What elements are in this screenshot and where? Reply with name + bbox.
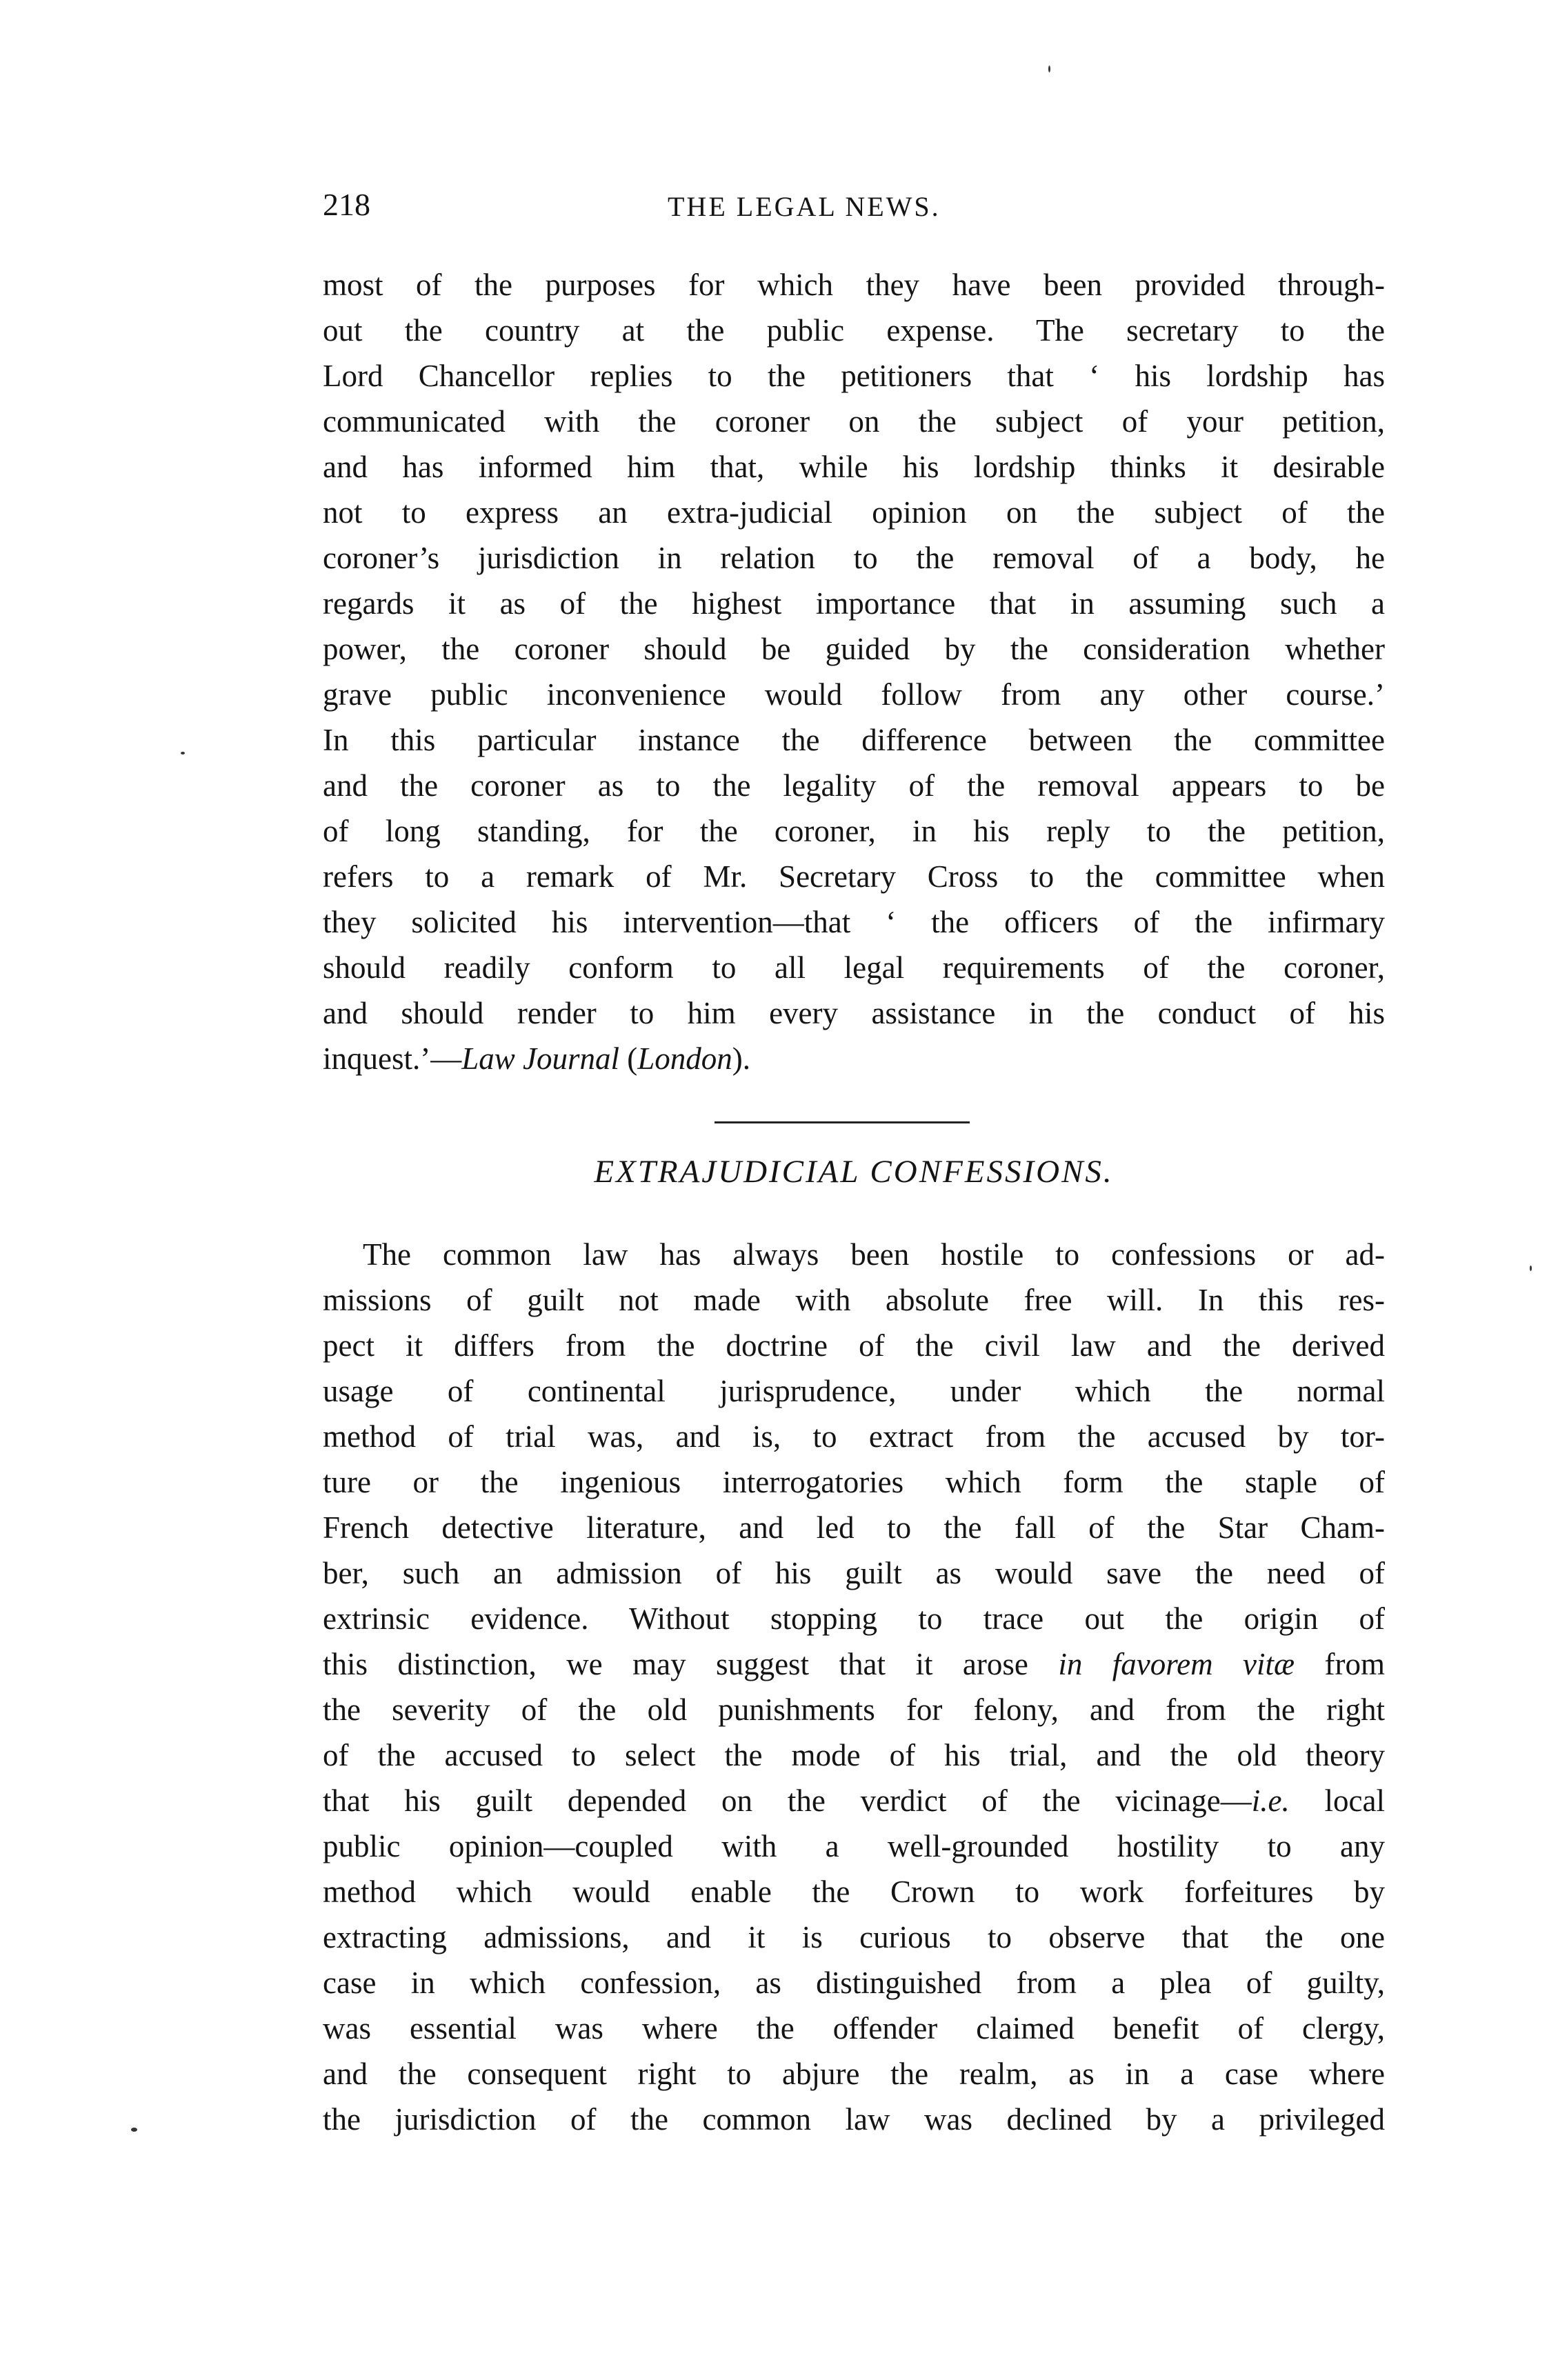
text-line <box>323 1641 1385 1687</box>
citation-line <box>323 1036 1385 1081</box>
text-line: ber, such an admission of his guilt as would save the need of <box>323 1556 1385 1590</box>
text-line: extracting admissions, and it is curious to observe that the one <box>323 1920 1385 1954</box>
scan-speck <box>1048 66 1050 72</box>
text-line: public opinion—coupled with a well-grounded hostility to any <box>323 1829 1385 1863</box>
text-line: regards it as of the highest importance that in assuming such a <box>323 586 1385 621</box>
text-line: extrinsic evidence. Without stopping to trace out the origin of <box>323 1601 1385 1636</box>
continuation-paragraph <box>323 262 1385 1081</box>
text-line: should readily conform to all legal requirements of the coroner, <box>323 950 1385 985</box>
text-line: case in which confession, as distinguished from a plea of guilty, <box>323 1966 1385 2000</box>
text-line: communicated with the coroner on the subject of your petition, <box>323 404 1385 439</box>
scan-speck <box>181 752 185 754</box>
scan-speck <box>1530 1266 1532 1271</box>
abbreviation: i.e. <box>1251 1783 1290 1818</box>
citation-prefix: inquest.’— <box>323 1041 462 1076</box>
text-line: ture or the ingenious interrogatories which form the staple of <box>323 1465 1385 1499</box>
text-line: and has informed him that, while his lordship thinks it desirable <box>323 450 1385 484</box>
citation-close: ). <box>732 1041 751 1076</box>
running-head: THE LEGAL NEWS. <box>668 191 941 222</box>
text-line: of the accused to select the mode of his trial, and the old theory <box>323 1738 1385 1772</box>
text-line: and the coroner as to the legality of the removal appears to be <box>323 768 1385 803</box>
text-line: method of trial was, and is, to extract from the accused by tor- <box>323 1419 1385 1454</box>
citation-place: London <box>637 1041 732 1076</box>
text-run: this distinction, we may suggest that it arose <box>323 1647 1059 1681</box>
text-line: not to express an extra-judicial opinion on the subject of the <box>323 495 1385 530</box>
text-line: method which would enable the Crown to work forfeitures by <box>323 1874 1385 1909</box>
text-line: of long standing, for the coroner, in his reply to the petition, <box>323 814 1385 848</box>
text-line: French detective literature, and led to the fall of the Star Cham- <box>323 1510 1385 1545</box>
text-line: pect it differs from the doctrine of the civil law and the derived <box>323 1328 1385 1363</box>
text-line <box>323 1778 1385 1823</box>
article-paragraph <box>323 1232 1385 2142</box>
text-line: the severity of the old punishments for felony, and from the right <box>323 1692 1385 1727</box>
text-line: In this particular instance the difference between the committee <box>323 723 1385 757</box>
text-line: refers to a remark of Mr. Secretary Cross to the committee when <box>323 859 1385 894</box>
page-number: 218 <box>323 187 370 222</box>
section-heading: EXTRAJUDICIAL CONFESSIONS. <box>594 1154 1114 1190</box>
citation-open: ( <box>619 1041 638 1076</box>
text-run: local <box>1289 1783 1386 1818</box>
text-line: grave public inconvenience would follow from any other course.’ <box>323 677 1385 712</box>
citation-journal: Law Journal <box>461 1041 620 1076</box>
text-line: The common law has always been hostile to confessions or ad- <box>363 1237 1385 1272</box>
text-line: usage of continental jurisprudence, under which the normal <box>323 1374 1385 1408</box>
latin-phrase: in favorem vitæ <box>1058 1647 1295 1681</box>
section-divider <box>715 1121 970 1123</box>
text-line: power, the coroner should be guided by the consideration whether <box>323 632 1385 666</box>
text-run: that his guilt depended on the verdict of the vicinage— <box>323 1783 1252 1818</box>
scan-speck <box>131 2128 137 2132</box>
text-run: from <box>1295 1647 1385 1681</box>
text-line: out the country at the public expense. The secretary to the <box>323 313 1385 348</box>
text-line: and should render to him every assistance in the conduct of his <box>323 996 1385 1030</box>
text-line: Lord Chancellor replies to the petitioners that ‘ his lordship has <box>323 359 1385 393</box>
text-line: was essential was where the offender claimed benefit of clergy, <box>323 2011 1385 2046</box>
text-line: missions of guilt not made with absolute free will. In this res- <box>323 1283 1385 1317</box>
text-line: they solicited his intervention—that ‘ the officers of the infirmary <box>323 905 1385 939</box>
text-line: and the consequent right to abjure the realm, as in a case where <box>323 2057 1385 2091</box>
text-line: the jurisdiction of the common law was declined by a privileged <box>323 2102 1385 2137</box>
text-line: coroner’s jurisdiction in relation to the removal of a body, he <box>323 541 1385 575</box>
text-line: most of the purposes for which they have been provided through- <box>323 268 1385 302</box>
page-header <box>323 186 1385 234</box>
